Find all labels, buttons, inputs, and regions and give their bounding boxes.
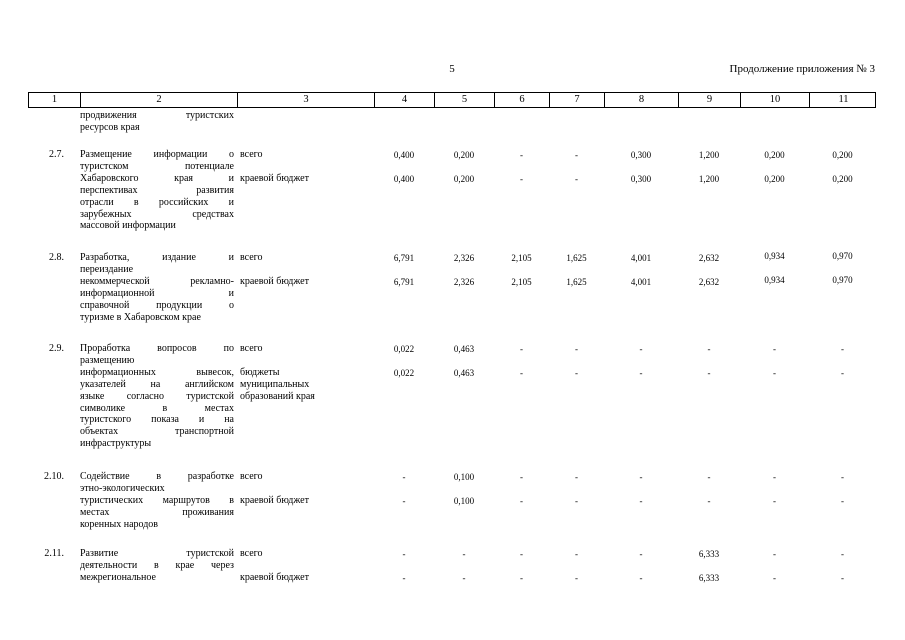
value-cell: 0,022 (393, 368, 415, 378)
funding-source: краевой бюджет (240, 572, 309, 583)
value-cell: 0,463 (453, 368, 475, 378)
funding-source: всего (240, 149, 263, 160)
value-cell: - (707, 472, 711, 482)
value-cell: - (575, 573, 578, 583)
value-cell: - (841, 344, 844, 354)
header-cell-8: 8 (605, 93, 679, 107)
description-line: Содействие в разработке (80, 471, 234, 482)
description-line: коренных народов (80, 518, 159, 530)
description-line: туристском потенциале (80, 160, 234, 172)
value-cell: 0,200 (764, 150, 785, 160)
row-description (80, 149, 234, 232)
description-line: Развитие туристской (80, 548, 234, 559)
value-cell: - (520, 472, 523, 482)
description-line: туристических маршрутов в (80, 494, 234, 506)
funding-source: всего (240, 471, 263, 482)
funding-source: краевой бюджет (240, 495, 309, 506)
header-cell-9: 9 (679, 93, 741, 107)
description-line: деятельности в крае через (80, 559, 234, 571)
value-cell: - (773, 573, 776, 583)
value-cell: 4,001 (630, 253, 652, 263)
description-line: переиздание (80, 263, 134, 275)
description-line: отрасли в российских и (80, 196, 234, 208)
value-cell: - (841, 549, 844, 559)
value-cell: 0,970 (832, 275, 853, 285)
value-cell: - (639, 472, 643, 482)
header-cell-10: 10 (741, 93, 810, 107)
funding-source: всего (240, 343, 263, 354)
value-cell: 0,400 (393, 174, 415, 184)
row-number: 2.10. (44, 471, 64, 482)
row-number: 2.7. (49, 149, 64, 160)
value-cell: 0,934 (764, 275, 785, 285)
row-number: 2.8. (49, 252, 64, 263)
value-cell: 2,326 (453, 253, 475, 263)
row-number: 2.11. (44, 548, 64, 559)
funding-source: всего (240, 252, 263, 263)
value-cell: - (402, 573, 406, 583)
row-description (80, 548, 234, 584)
value-cell: 0,100 (453, 496, 475, 506)
description-line: справочной продукции о (80, 299, 234, 311)
description-line: размещению (80, 354, 135, 366)
value-cell: - (639, 368, 643, 378)
header-cell-4: 4 (375, 93, 435, 107)
value-cell: 6,791 (393, 277, 415, 287)
description-line: ресурсов края (80, 121, 140, 133)
description-line: информационных вывесок, (80, 366, 234, 378)
description-line: инфраструктуры (80, 438, 152, 450)
value-cell: - (575, 344, 578, 354)
row-description (80, 343, 234, 450)
description-line: указателей на английском (80, 378, 234, 390)
funding-source: краевой бюджет (240, 173, 309, 184)
value-cell: 6,791 (393, 253, 415, 263)
value-cell: 4,001 (630, 277, 652, 287)
header-cell-7: 7 (550, 93, 605, 107)
value-cell: 2,632 (698, 253, 720, 263)
page-number: 5 (449, 63, 455, 75)
value-cell: 2,326 (453, 277, 475, 287)
value-cell: 2,632 (698, 277, 720, 287)
funding-source: всего (240, 548, 263, 559)
value-cell: 0,200 (453, 174, 475, 184)
value-cell: - (575, 174, 578, 184)
value-cell: 0,934 (764, 251, 785, 261)
value-cell: - (402, 549, 406, 559)
value-cell: 0,200 (832, 174, 853, 184)
value-cell: - (520, 573, 523, 583)
header-cell-3: 3 (238, 93, 375, 107)
value-cell: 0,400 (393, 150, 415, 160)
description-line: массовой информации (80, 220, 176, 232)
value-cell: 1,200 (698, 174, 720, 184)
value-cell: - (462, 573, 466, 583)
value-cell: - (841, 496, 844, 506)
value-cell: - (773, 496, 776, 506)
value-cell: - (639, 573, 643, 583)
description-line: информационной и (80, 287, 234, 299)
value-cell: 0,200 (453, 150, 475, 160)
value-cell: - (520, 549, 523, 559)
funding-source: муниципальных (240, 379, 310, 390)
value-cell: - (520, 174, 523, 184)
value-cell: - (707, 496, 711, 506)
header-cell-1: 1 (29, 93, 81, 107)
value-cell: - (520, 496, 523, 506)
value-cell: 0,300 (630, 174, 652, 184)
description-line: туристского показа и на (80, 414, 234, 426)
description-line: зарубежных средствах (80, 208, 234, 220)
continuation-label: Продолжение приложения № 3 (729, 63, 875, 75)
value-cell: - (707, 368, 711, 378)
funding-source: бюджеты (240, 367, 280, 378)
value-cell: - (575, 549, 578, 559)
row-number: 2.9. (49, 343, 64, 354)
row-description (80, 110, 234, 134)
value-cell: 0,463 (453, 344, 475, 354)
description-line: межрегиональное (80, 571, 156, 583)
value-cell: - (707, 344, 711, 354)
description-line: символике в местах (80, 402, 234, 414)
value-cell: 1,625 (566, 277, 587, 287)
value-cell: - (402, 496, 406, 506)
description-line: объектах транспортной (80, 426, 234, 438)
value-cell: 0,022 (393, 344, 415, 354)
description-line: языке согласно туристской (80, 390, 234, 402)
value-cell: - (773, 344, 776, 354)
header-cell-5: 5 (435, 93, 495, 107)
value-cell: - (575, 496, 578, 506)
value-cell: - (841, 368, 844, 378)
value-cell: - (520, 150, 523, 160)
value-cell: - (402, 472, 406, 482)
value-cell: 2,105 (511, 253, 532, 263)
value-cell: 0,200 (832, 150, 853, 160)
description-line: туризме в Хабаровском крае (80, 311, 201, 323)
description-line: Разработка, издание и (80, 252, 234, 263)
value-cell: - (773, 472, 776, 482)
value-cell: 6,333 (698, 549, 720, 559)
value-cell: - (575, 472, 578, 482)
value-cell: - (520, 344, 523, 354)
value-cell: - (639, 496, 643, 506)
header-cell-6: 6 (495, 93, 550, 107)
row-description (80, 471, 234, 531)
value-cell: 0,300 (630, 150, 652, 160)
value-cell: 0,100 (453, 472, 475, 482)
description-line: Проработка вопросов по (80, 343, 234, 354)
value-cell: - (462, 549, 466, 559)
value-cell: - (639, 344, 643, 354)
description-line: местах проживания (80, 506, 234, 518)
funding-source: образований края (240, 391, 315, 402)
row-description (80, 252, 234, 323)
description-line: этно-экологических (80, 482, 165, 494)
value-cell: - (773, 549, 776, 559)
value-cell: - (773, 368, 776, 378)
value-cell: - (639, 549, 643, 559)
value-cell: - (575, 150, 578, 160)
description-line: Хабаровского края и (80, 172, 234, 184)
value-cell: - (520, 368, 523, 378)
value-cell: 1,200 (698, 150, 720, 160)
description-line: перспективах развития (80, 184, 234, 196)
value-cell: - (575, 368, 578, 378)
description-line: продвижения туристских (80, 110, 234, 121)
value-cell: 2,105 (511, 277, 532, 287)
header-cell-11: 11 (838, 94, 849, 105)
description-line: некоммерческой рекламно- (80, 275, 234, 287)
value-cell: 1,625 (566, 253, 587, 263)
value-cell: 0,970 (832, 251, 853, 261)
header-cell-2: 2 (81, 93, 238, 107)
value-cell: - (841, 573, 844, 583)
table-header (28, 92, 876, 108)
value-cell: 6,333 (698, 573, 720, 583)
value-cell: - (841, 472, 844, 482)
value-cell: 0,200 (764, 174, 785, 184)
description-line: Размещение информации о (80, 149, 234, 160)
funding-source: краевой бюджет (240, 276, 309, 287)
